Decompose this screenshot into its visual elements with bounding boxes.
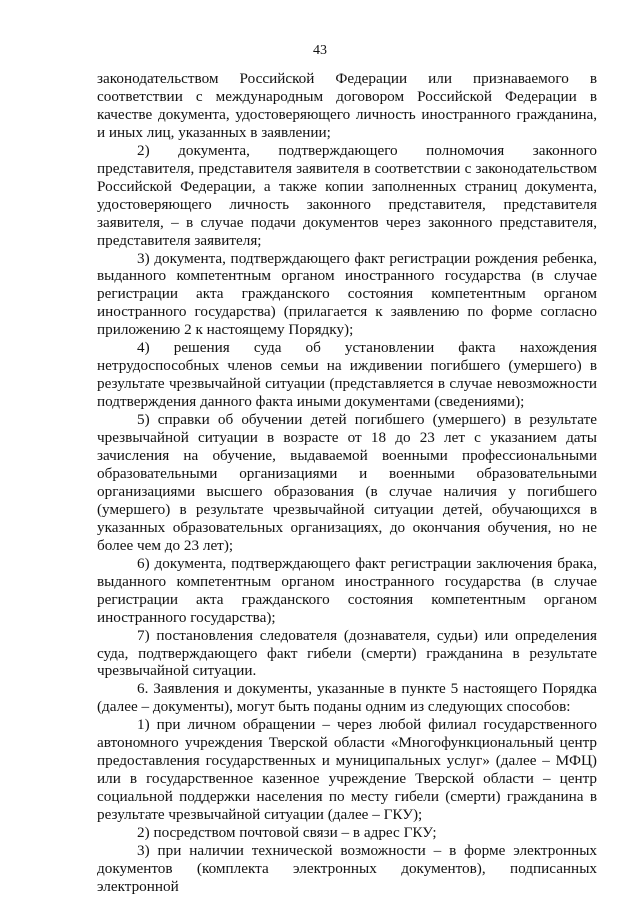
paragraph-item-7: 7) постановления следователя (дознавателя, судьи) или определения суда, подтверждающего факт гибели (смерти) гражданина в результате чрезвычайной ситуации.	[97, 626, 597, 680]
paragraph-item-6: 6) документа, подтверждающего факт регистрации заключения брака, выданного компетентным органом иностранного государства (в случае регистрации акта гражданского состояния компетентным органом иностранного государства);	[97, 554, 597, 626]
document-body	[97, 70, 597, 896]
paragraph-section-6: 6. Заявления и документы, указанные в пункте 5 настоящего Порядка (далее – документы), могут быть поданы одним из следующих способов:	[97, 680, 597, 716]
paragraph-method-1: 1) при личном обращении – через любой филиал государственного автономного учреждения Тверской области «Многофункциональный центр предоставления государственных и муниципальных услуг» (далее – МФЦ) или в государственное казенное учреждение Тверской области – центр социальной поддержки населения по месту гибели (смерти) гражданина в результате чрезвычайной ситуации (далее – ГКУ);	[97, 716, 597, 824]
page-number: 43	[313, 43, 327, 58]
paragraph-item-3: 3) документа, подтверждающего факт регистрации рождения ребенка, выданного компетентным органом иностранного государства (в случае регистрации акта гражданского состояния компетентным органом иностранного государства) (прилагается к заявлению по форме согласно приложению 2 к настоящему Порядку);	[97, 249, 597, 339]
paragraph-item-4: 4) решения суда об установлении факта нахождения нетрудоспособных членов семьи на иждивении погибшего (умершего) в результате чрезвычайной ситуации (представляется в случае невозможности подтверждения данного факта иными документами (сведениями);	[97, 339, 597, 411]
paragraph-method-2: 2) посредством почтовой связи – в адрес ГКУ;	[137, 824, 437, 842]
paragraph-item-5: 5) справки об обучении детей погибшего (умершего) в результате чрезвычайной ситуации в возрасте от 18 до 23 лет с указанием даты зачисления на обучение, выдаваемой военными профессиональными образовательными организациями и военными образовательными организациями высшего образования (в случае наличия у погибшего (умершего) в результате чрезвычайной ситуации детей, обучающихся в указанных образовательных организациях, до окончания обучения, но не более чем до 23 лет);	[97, 411, 597, 554]
paragraph-method-3: 3) при наличии технической возможности – в форме электронных документов (комплекта электронных документов), подписанных электронной	[97, 841, 597, 895]
paragraph-1: законодательством Российской Федерации или признаваемого в соответствии с международным договором Российской Федерации в качестве документа, удостоверяющего личность иностранного гражданина, и иных лиц, указанных в заявлении;	[97, 70, 597, 141]
paragraph-item-2: 2) документа, подтверждающего полномочия законного представителя, представителя заявителя в соответствии с законодательством Российской Федерации, а также копии заполненных страниц документа, удостоверяющего личность законного представителя, представителя заявителя, – в случае подачи документов через законного представителя, представителя заявителя;	[97, 141, 597, 249]
